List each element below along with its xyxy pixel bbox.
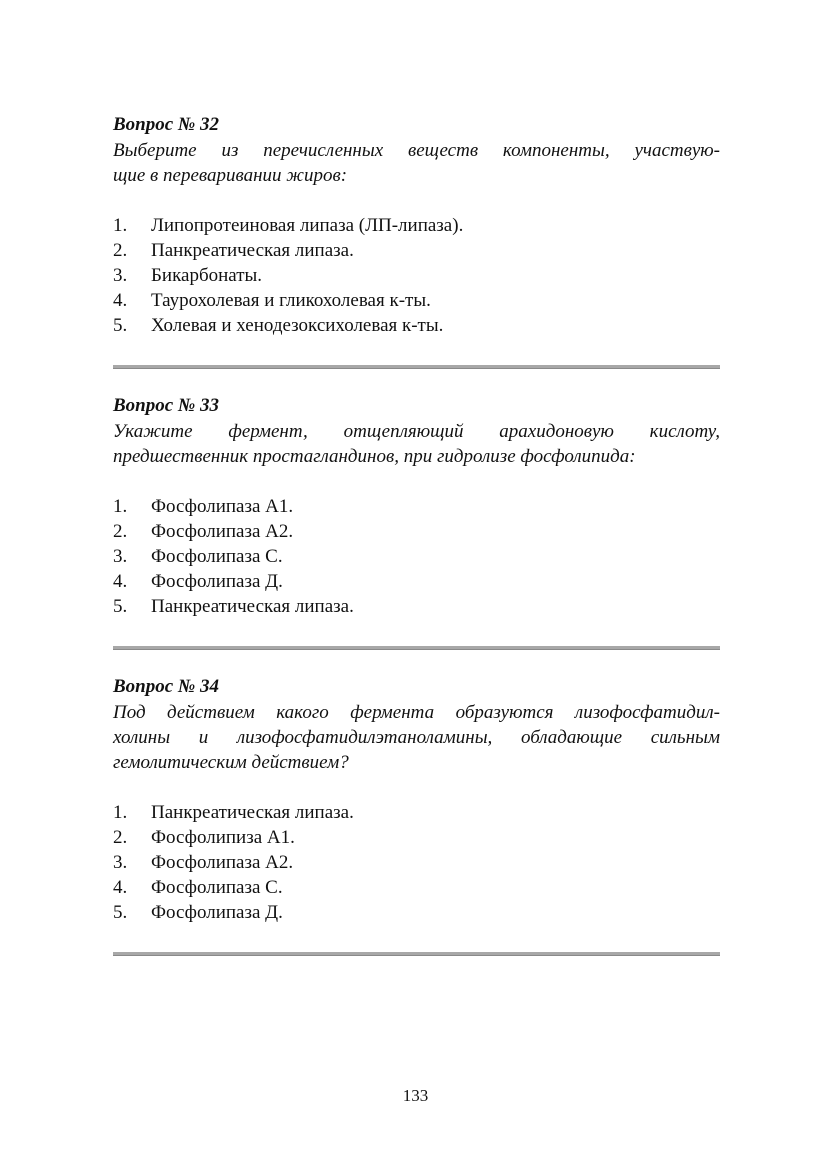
- option-number: 2.: [113, 827, 128, 848]
- option-number: 2.: [113, 240, 128, 261]
- option-text: Фосфолипаза А1.: [151, 496, 294, 517]
- answer-option: [113, 519, 720, 544]
- question-title: Вопрос № 32: [113, 114, 220, 135]
- answer-option: [113, 313, 720, 338]
- option-text: Фосфолипаза Д.: [151, 902, 283, 923]
- answer-option: [113, 850, 720, 875]
- question-text-line: холины и лизофосфатидилэтаноламины, обладающие сильным: [113, 727, 720, 748]
- option-text: Липопротеиновая липаза (ЛП-липаза).: [151, 215, 464, 236]
- option-number: 2.: [113, 521, 128, 542]
- question-text-line: предшественник простагландинов, при гидролизе фосфолипида:: [113, 446, 636, 467]
- question-text-line: щие в переваривании жиров:: [113, 165, 348, 186]
- option-text: Фосфолипаза Д.: [151, 571, 283, 592]
- answer-option: [113, 800, 720, 825]
- question-32: [113, 112, 720, 338]
- option-number: 5.: [113, 315, 128, 336]
- answer-option: [113, 900, 720, 925]
- option-text: Фосфолипаза А2.: [151, 852, 294, 873]
- question-text-line: Под действием какого фермента образуются лизофосфатидил-: [113, 702, 720, 723]
- question-title: Вопрос № 33: [113, 395, 220, 416]
- page-content: [113, 112, 720, 980]
- option-number: 3.: [113, 852, 128, 873]
- answer-option: [113, 263, 720, 288]
- option-text: Бикарбонаты.: [151, 265, 263, 286]
- answer-option: [113, 594, 720, 619]
- option-number: 3.: [113, 265, 128, 286]
- answer-option: [113, 544, 720, 569]
- answer-option: [113, 238, 720, 263]
- answer-option: [113, 288, 720, 313]
- option-text: Панкреатическая липаза.: [151, 802, 354, 823]
- answer-options: [113, 213, 720, 338]
- section-divider: [113, 365, 720, 369]
- answer-option: [113, 875, 720, 900]
- section-divider: [113, 646, 720, 650]
- option-number: 4.: [113, 877, 128, 898]
- question-34: [113, 674, 720, 925]
- answer-options: [113, 800, 720, 925]
- option-text: Панкреатическая липаза.: [151, 240, 354, 261]
- question-text-line: гемолитическим действием?: [113, 752, 349, 773]
- option-number: 5.: [113, 902, 128, 923]
- option-number: 5.: [113, 596, 128, 617]
- option-number: 1.: [113, 215, 128, 236]
- question-text-line: Укажите фермент, отщепляющий арахидоновую кислоту,: [113, 421, 720, 442]
- option-text: Фосфолипаза А2.: [151, 521, 294, 542]
- option-text: Фосфолипаза С.: [151, 546, 283, 567]
- question-title: Вопрос № 34: [113, 676, 220, 697]
- page-number: 133: [402, 1086, 429, 1105]
- option-number: 4.: [113, 290, 128, 311]
- option-number: 3.: [113, 546, 128, 567]
- answer-option: [113, 825, 720, 850]
- answer-option: [113, 494, 720, 519]
- section-divider: [113, 952, 720, 956]
- option-text: Фосфолипиза А1.: [151, 827, 295, 848]
- option-text: Таурохолевая и гликохолевая к-ты.: [151, 290, 431, 311]
- option-number: 1.: [113, 496, 128, 517]
- option-text: Фосфолипаза С.: [151, 877, 283, 898]
- option-text: Холевая и хенодезоксихолевая к-ты.: [151, 315, 444, 336]
- answer-options: [113, 494, 720, 619]
- option-text: Панкреатическая липаза.: [151, 596, 354, 617]
- answer-option: [113, 569, 720, 594]
- question-text-line: Выберите из перечисленных веществ компоненты, участвую-: [113, 140, 720, 161]
- option-number: 4.: [113, 571, 128, 592]
- answer-option: [113, 213, 720, 238]
- question-33: [113, 393, 720, 619]
- option-number: 1.: [113, 802, 128, 823]
